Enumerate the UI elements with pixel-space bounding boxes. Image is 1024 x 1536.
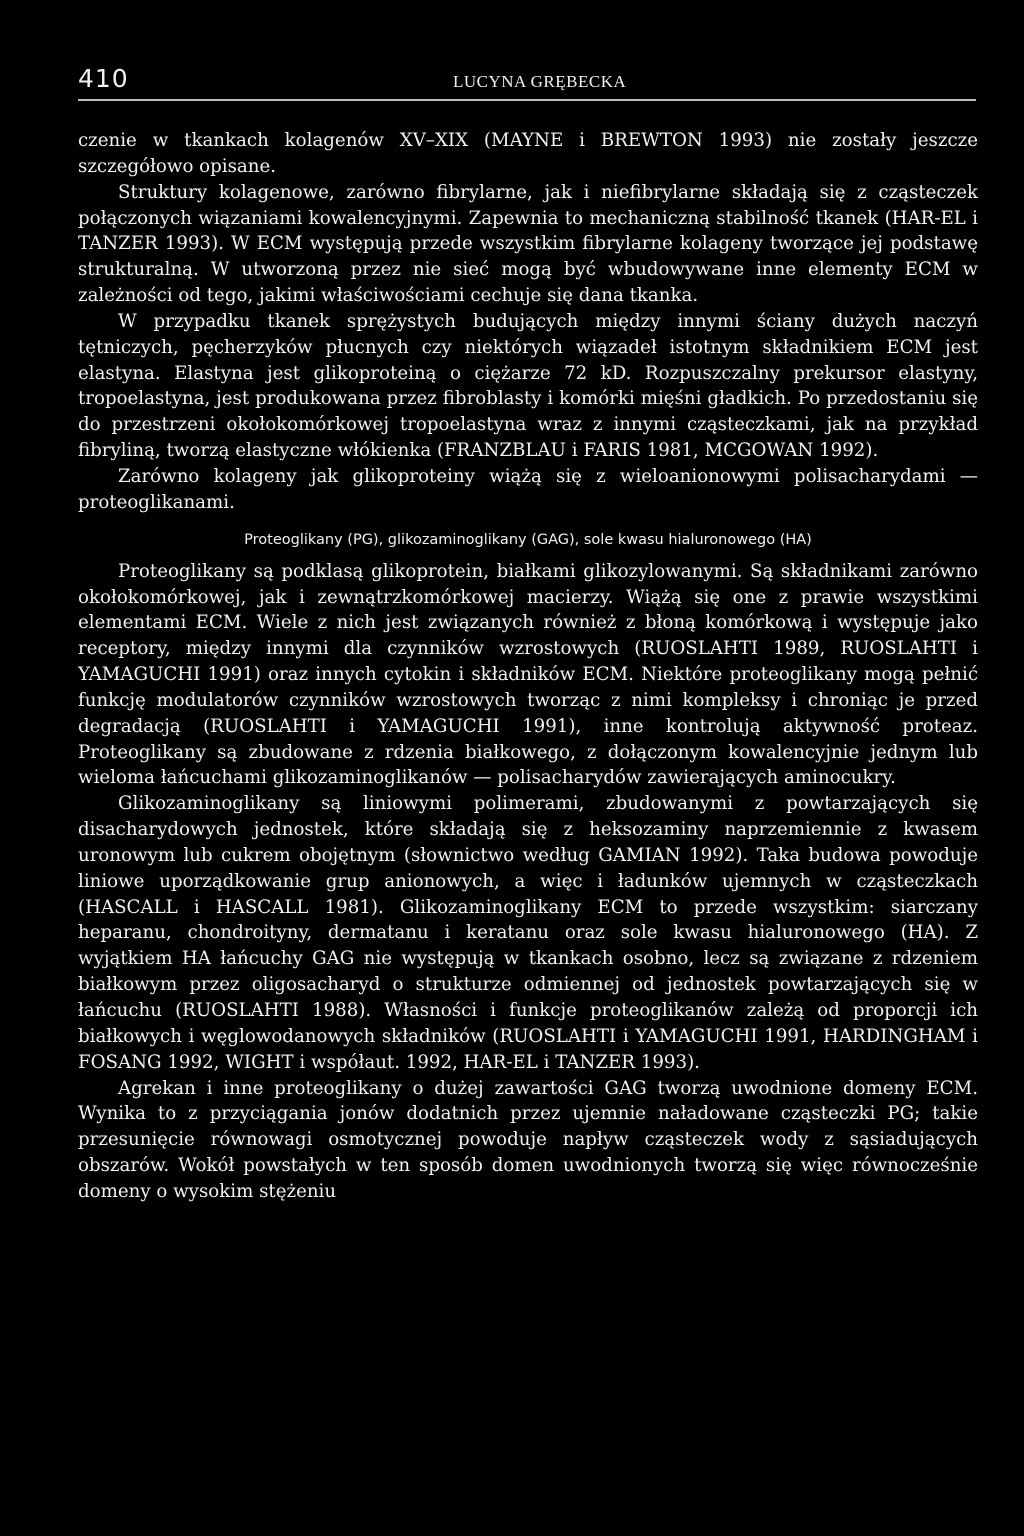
paragraph: W przypadku tkanek sprężystych budujących między innymi ściany dużych naczyń tętniczych, pęcherzyków płucnych czy niektórych wiązadeł istotnym składnikiem ECM jest elastyna. Elastyna jest glikoproteiną o ciężarze 72 kD. Rozpuszczalny prekursor elastyny, tropoelastyna, jest produkowana przez fibroblasty i komórki mięśni gładkich. Po przedostaniu się do przestrzeni okołokomórkowej tropoelastyna wraz z innymi cząsteczkami, jak na przykład fibryliną, tworzą elastyczne włókienka (FRANZBLAU i FARIS 1981, MCGOWAN 1992). xyxy=(78,310,978,462)
paragraph: Glikozaminoglikany są liniowymi polimerami, zbudowanymi z powtarzających się disacharydowych jednostek, które składają się z heksozaminy naprzemiennie z kwasem uronowym lub cukrem obojętnym (słownictwo według GAMIAN 1992). Taka budowa powoduje liniowe uporządkowanie grup anionowych, a więc i ładunków ujemnych w cząsteczkach (HASCALL i HASCALL 1981). Glikozaminoglikany ECM to przede wszystkim: siarczany heparanu, chondroityny, dermatanu i keratanu oraz sole kwasu hialuronowego (HA). Z wyjątkiem HA łańcuchy GAG nie występują w tkankach osobno, lecz są związane z rdzeniem białkowym przez oligosacharyd o strukturze odmiennej od jednostek powtarzających się w łańcuchu (RUOSLAHTI 1988). Własności i funkcje proteoglikanów zależą od proporcji ich białkowych i węglowodanowych składników (RUOSLAHTI i YAMAGUCHI 1991, HARDINGHAM i FOSANG 1992, WIGHT i współaut. 1992, HAR-EL i TANZER 1993). xyxy=(78,793,978,1073)
section-subheading: Proteoglikany (PG), glikozaminoglikany (GAG), sole kwasu hialuronowego (HA) xyxy=(244,531,812,548)
paragraph: Zarówno kolageny jak glikoproteiny wiążą się z wieloanionowymi polisacharydami — proteoglikanami. xyxy=(78,465,978,513)
header-rule xyxy=(78,99,976,101)
page-number: 410 xyxy=(78,64,129,93)
body-text xyxy=(78,128,978,1205)
paragraph: czenie w tkankach kolagenów XV–XIX (MAYNE i BREWTON 1993) nie zostały jeszcze szczegółowo opisane. xyxy=(78,130,978,177)
paragraph: Struktury kolagenowe, zarówno fibrylarne, jak i niefibrylarne składają się z cząsteczek połączonych wiązaniami kowalencyjnymi. Zapewnia to mechaniczną stabilność tkanek (HAR-EL i TANZER 1993). W ECM występują przede wszystkim fibrylarne kolageny tworzące jej podstawę strukturalną. W utworzoną przez nie sieć mogą być wbudowywane inne elementy ECM w zależności od tego, jakimi właściwościami cechuje się dana tkanka. xyxy=(78,181,978,307)
paragraph: Agrekan i inne proteoglikany o dużej zawartości GAG tworzą uwodnione domeny ECM. Wynika to z przyciągania jonów dodatnich przez ujemnie naładowane cząsteczki PG; takie przesunięcie równowagi osmotycznej powoduje napływ cząsteczek wody z sąsiadujących obszarów. Wokół powstałych w ten sposób domen uwodnionych tworzą się więc równocześnie domeny o wysokim stężeniu xyxy=(78,1077,978,1202)
page-header xyxy=(78,64,976,98)
running-head-author: LUCYNA GRĘBECKA xyxy=(453,72,627,91)
paragraph: Proteoglikany są podklasą glikoprotein, białkami glikozylowanymi. Są składnikami zarówno okołokomórkowej, jak i zewnątrzkomórkowej macierzy. Wiążą się one z prawie wszystkimi elementami ECM. Wiele z nich jest związanych również z błoną komórkową i występuje jako receptory, między innymi dla czynników wzrostowych (RUOSLAHTI 1989, RUOSLAHTI i YAMAGUCHI 1991) oraz innych cytokin i składników ECM. Niektóre proteoglikany mogą pełnić funkcję modulatorów czynników wzrostowych tworząc z nimi kompleksy i chroniąc je przed degradacją (RUOSLAHTI i YAMAGUCHI 1991), inne kontrolują aktywność proteaz. Proteoglikany są zbudowane z rdzenia białkowego, z dołączonym kowalencyjnie jednym lub wieloma łańcuchami glikozaminoglikanów — polisacharydów zawierających aminocukry. xyxy=(78,560,978,789)
